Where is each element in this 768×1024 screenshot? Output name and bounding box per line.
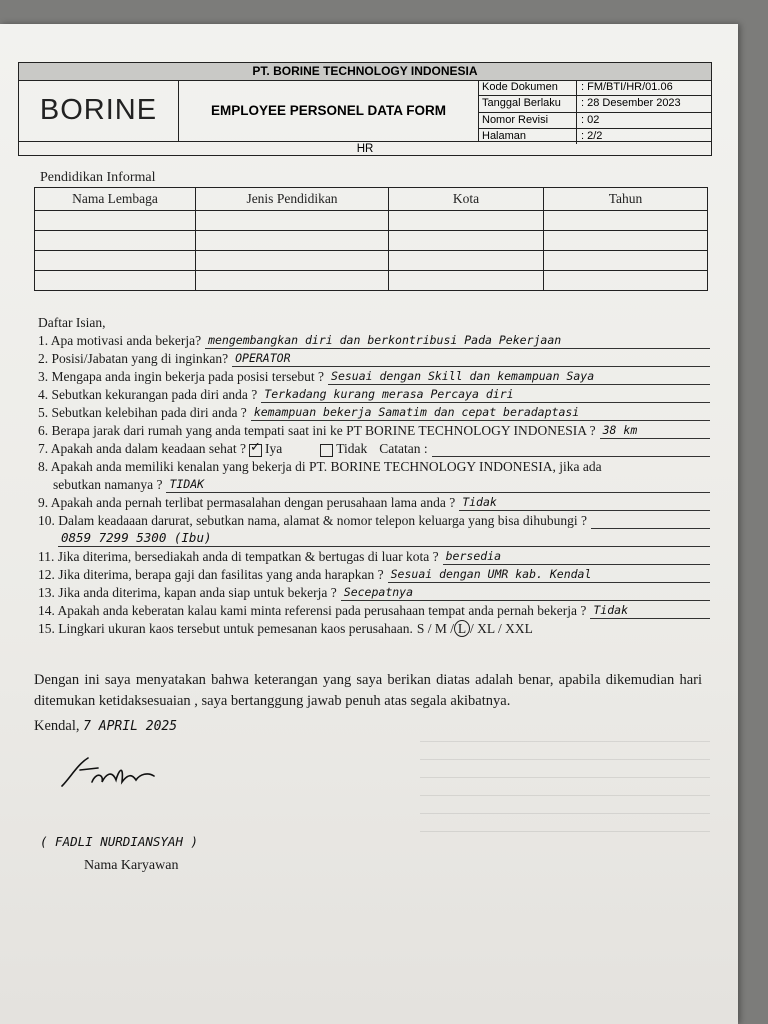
question-12: [38, 565, 710, 583]
question-text: 10. Dalam keadaaan darurat, sebutkan nama, alamat & nomor telepon keluarga yang bisa dihubungi ?: [38, 513, 587, 528]
answer-field[interactable]: kemampuan bekerja Samatim dan cepat beradaptasi: [251, 404, 710, 421]
informal-education-title: Pendidikan Informal: [40, 170, 156, 185]
question-10: [38, 511, 710, 529]
question-text: 12. Jika diterima, berapa gaji dan fasilitas yang anda harapkan ?: [38, 567, 384, 582]
question-3: [38, 367, 710, 385]
column-header: Tahun: [544, 188, 708, 211]
answer-field[interactable]: Secepatnya: [341, 584, 710, 601]
table-cell[interactable]: [196, 251, 389, 271]
question-text: 13. Jika anda diterima, kapan anda siap untuk bekerja ?: [38, 585, 337, 600]
question-text: 2. Posisi/Jabatan yang di inginkan?: [38, 351, 229, 366]
healthy-no-label: Tidak: [336, 441, 368, 456]
table-cell[interactable]: [544, 211, 708, 231]
table-cell[interactable]: [389, 251, 544, 271]
document-header: [18, 62, 712, 156]
selected-size-l[interactable]: L: [454, 620, 470, 637]
column-header: Jenis Pendidikan: [196, 188, 389, 211]
form-paper: [0, 24, 738, 1024]
answer-field[interactable]: Sesuai dengan Skill dan kemampuan Saya: [328, 368, 710, 385]
meta-row: [479, 96, 711, 112]
meta-value: : 2/2: [581, 129, 603, 142]
healthy-yes-label: Iya: [265, 441, 283, 456]
table-cell[interactable]: [544, 251, 708, 271]
answer-field[interactable]: Tidak: [459, 494, 710, 511]
question-text: 7. Apakah anda dalam keadaan sehat ?: [38, 441, 247, 456]
column-header: Kota: [389, 188, 544, 211]
answer-field[interactable]: Terkadang kurang merasa Percaya diri: [261, 386, 710, 403]
question-13: [38, 583, 710, 601]
meta-row: [479, 113, 711, 129]
question-9: [38, 493, 710, 511]
emergency-contact-field[interactable]: 0859 7299 5300 (Ibu): [58, 530, 710, 547]
question-6: [38, 421, 710, 439]
question-text: 5. Sebutkan kelebihan pada diri anda ?: [38, 405, 247, 420]
table-cell[interactable]: [196, 211, 389, 231]
table-cell[interactable]: [35, 251, 196, 271]
table-cell[interactable]: [389, 231, 544, 251]
table-cell[interactable]: [389, 211, 544, 231]
column-header: Nama Lembaga: [35, 188, 196, 211]
question-15: [38, 619, 710, 637]
question-14: [38, 601, 710, 619]
question-2: [38, 349, 710, 367]
company-logo: BORINE: [19, 80, 179, 141]
form-title: EMPLOYEE PERSONEL DATA FORM: [179, 80, 479, 141]
bleed-through-shadow: [420, 724, 710, 844]
meta-key: Tanggal Berlaku: [479, 96, 577, 111]
informal-education-table: [34, 187, 708, 291]
note-label: Catatan :: [379, 441, 428, 456]
table-cell[interactable]: [544, 271, 708, 291]
signature-image: [58, 752, 168, 792]
question-text: 9. Apakah anda pernah terlibat permasalahan dengan perusahaan lama anda ?: [38, 495, 456, 510]
table-header-row: [35, 188, 708, 211]
question-text: 11. Jika diterima, bersediakah anda di tempatkan & bertugas di luar kota ?: [38, 549, 439, 564]
size-options-before: S / M /: [416, 621, 455, 636]
meta-value: : 28 Desember 2023: [581, 97, 681, 110]
meta-value: : FM/BTI/HR/01.06: [581, 81, 673, 93]
table-row: [35, 231, 708, 251]
meta-row: [479, 80, 711, 96]
question-5: [38, 403, 710, 421]
healthy-yes-checkbox[interactable]: [249, 444, 262, 457]
table-row: [35, 271, 708, 291]
question-text: sebutkan namanya ?: [53, 477, 163, 492]
question-list-heading: Daftar Isian,: [38, 315, 106, 330]
answer-field[interactable]: Sesuai dengan UMR kab. Kendal: [388, 566, 710, 583]
meta-key: Halaman: [479, 129, 577, 144]
question-text: 6. Berapa jarak dari rumah yang anda tempati saat ini ke PT BORINE TECHNOLOGY INDONESIA ?: [38, 423, 596, 438]
answer-field[interactable]: TIDAK: [166, 476, 710, 493]
table-row: [35, 251, 708, 271]
answer-field[interactable]: mengembangkan diri dan berkontribusi Pada Pekerjaan: [205, 332, 710, 349]
employee-name: ( FADLI NURDIANSYAH ): [40, 834, 199, 849]
table-row: [35, 211, 708, 231]
signing-date: 7 APRIL 2025: [83, 719, 178, 734]
meta-key: Nomor Revisi: [479, 113, 577, 128]
question-text: 1. Apa motivasi anda bekerja?: [38, 333, 202, 348]
company-name: PT. BORINE TECHNOLOGY INDONESIA: [19, 63, 711, 81]
answer-field[interactable]: 38 km: [600, 422, 710, 439]
department-label: HR: [19, 141, 711, 156]
meta-key: Kode Dokumen: [479, 80, 577, 95]
question-4: [38, 385, 710, 403]
employee-name-label: Nama Karyawan: [84, 858, 179, 873]
table-cell[interactable]: [196, 271, 389, 291]
question-10-answer: [38, 529, 710, 547]
table-cell[interactable]: [544, 231, 708, 251]
answer-field-blank[interactable]: [591, 512, 710, 529]
question-text: 4. Sebutkan kekurangan pada diri anda ?: [38, 387, 258, 402]
question-text: 8. Apakah anda memiliki kenalan yang bekerja di PT. BORINE TECHNOLOGY INDONESIA, jika ada: [38, 459, 602, 474]
place-label: Kendal,: [34, 718, 80, 734]
question-8-continued: [38, 475, 710, 493]
table-cell[interactable]: [35, 231, 196, 251]
question-7: [38, 439, 710, 457]
question-1: [38, 331, 710, 349]
question-8: [38, 457, 710, 475]
note-field[interactable]: [432, 440, 710, 457]
size-options-after: / XL / XXL: [470, 621, 533, 636]
question-list: [38, 310, 710, 637]
question-text: 14. Apakah anda keberatan kalau kami minta referensi pada perusahaan tempat anda pernah bekerja ?: [38, 603, 587, 618]
answer-field[interactable]: Tidak: [590, 602, 710, 619]
meta-value: : 02: [581, 113, 600, 126]
table-cell[interactable]: [35, 271, 196, 291]
question-text: 15. Lingkari ukuran kaos tersebut untuk pemesanan kaos perusahaan.: [38, 621, 413, 636]
table-cell[interactable]: [196, 231, 389, 251]
healthy-no-checkbox[interactable]: [320, 444, 333, 457]
answer-field[interactable]: bersedia: [443, 548, 710, 565]
answer-field[interactable]: OPERATOR: [232, 350, 710, 367]
table-cell[interactable]: [389, 271, 544, 291]
question-text: 3. Mengapa anda ingin bekerja pada posisi tersebut ?: [38, 369, 325, 384]
place-date: [34, 718, 177, 735]
question-11: [38, 547, 710, 565]
declaration-statement: Dengan ini saya menyatakan bahwa keterangan yang saya berikan diatas adalah benar, apabila dikemudian hari ditemukan ketidaksesuaian , saya bertanggung jawab penuh atas segala akibatnya.: [34, 672, 702, 709]
table-cell[interactable]: [35, 211, 196, 231]
document-meta: [479, 80, 711, 141]
